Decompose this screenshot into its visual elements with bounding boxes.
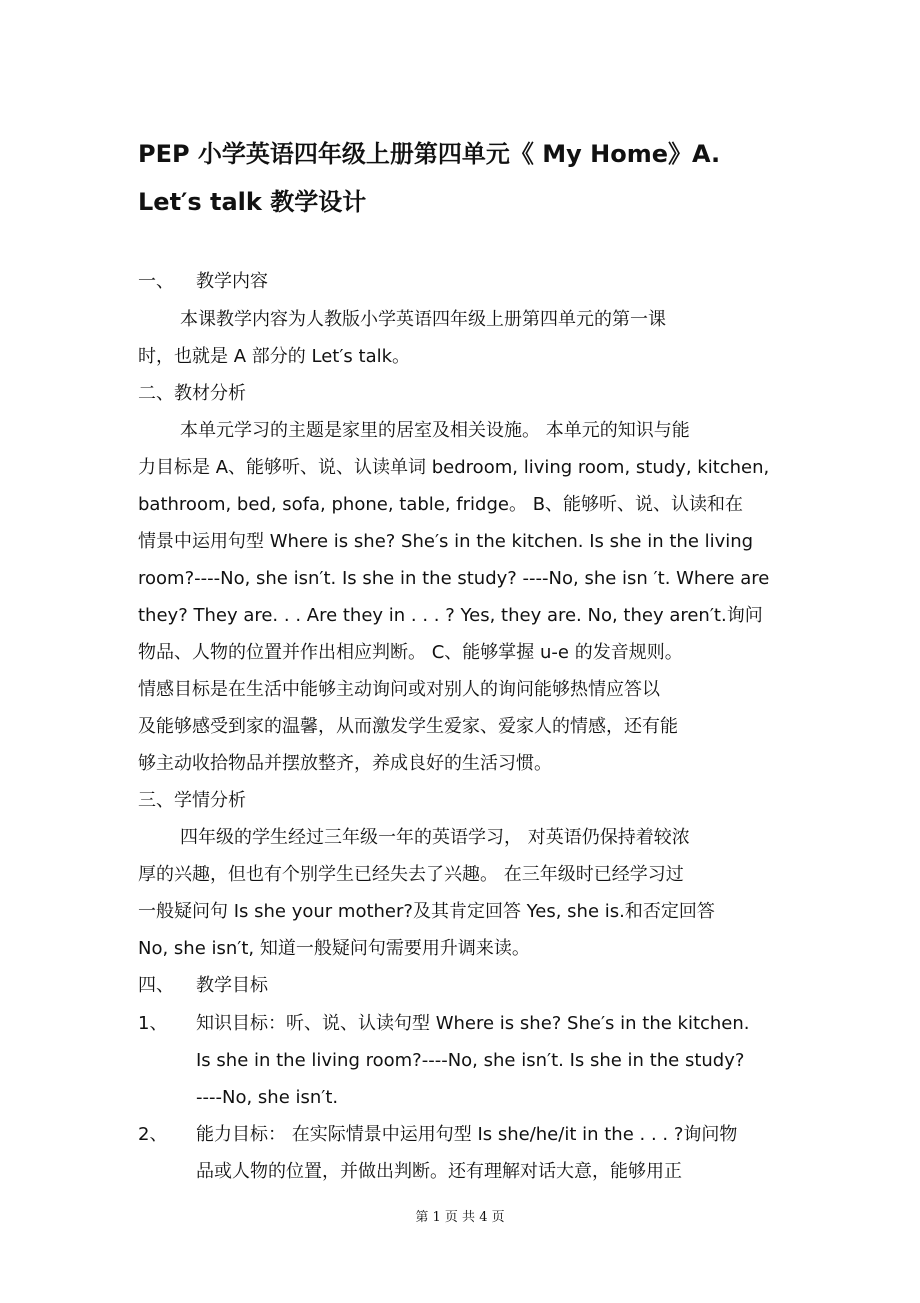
section-2-paragraph-line: 情景中运用句型 Where is she? She′s in the kitchen. Is she in the living	[138, 531, 754, 552]
section-3-paragraph-line: No, she isn′t, 知道一般疑问句需要用升调来读。	[138, 938, 530, 959]
section-1-paragraph-line: 时，也就是 A 部分的 Let′s talk。	[138, 346, 411, 367]
page-footer: 第 1 页 共 4 页	[415, 1210, 505, 1225]
section-2-paragraph-line: 及能够感受到家的温馨，从而激发学生爱家、爱家人的情感，还有能	[138, 716, 678, 737]
document-title-line-2: Let′s talk 教学设计	[138, 188, 367, 216]
goal-1-line: Is she in the living room?----No, she isn′t. Is she in the study?	[196, 1050, 745, 1071]
goal-1-number: 1、	[138, 1013, 168, 1034]
section-1-number: 一、	[138, 271, 174, 292]
goal-1-line: 知识目标：听、说、认读句型 Where is she? She′s in the kitchen.	[196, 1013, 750, 1034]
document-title-line-1: PEP 小学英语四年级上册第四单元《 My Home》A.	[138, 140, 721, 168]
section-4-heading: 教学目标	[196, 975, 268, 996]
section-3-paragraph-line: 一般疑问句 Is she your mother?及其肯定回答 Yes, she is.和否定回答	[138, 901, 715, 922]
section-2-paragraph-line: 情感目标是在生活中能够主动询问或对别人的询问能够热情应答以	[138, 679, 660, 700]
section-2-paragraph-line: 物品、人物的位置并作出相应判断。 C、能够掌握 u-e 的发音规则。	[138, 642, 683, 663]
section-2-paragraph-line: 本单元学习的主题是家里的居室及相关设施。 本单元的知识与能	[180, 420, 690, 441]
section-2-paragraph-line: 力目标是 A、能够听、说、认读单词 bedroom, living room, study, kitchen,	[138, 457, 770, 478]
section-4-number: 四、	[138, 975, 174, 996]
section-2-paragraph-line: 够主动收拾物品并摆放整齐，养成良好的生活习惯。	[138, 753, 552, 774]
section-3-heading: 三、学情分析	[138, 790, 246, 811]
section-2-heading: 二、教材分析	[138, 383, 246, 404]
section-2-paragraph-line: bathroom, bed, sofa, phone, table, fridge。 B、能够听、说、认读和在	[138, 494, 744, 515]
section-2-paragraph-line: room?----No, she isn′t. Is she in the study? ----No, she isn ′t. Where are	[138, 568, 770, 589]
section-1-heading: 教学内容	[196, 271, 268, 292]
goal-1-line: ----No, she isn′t.	[196, 1087, 339, 1108]
goal-2-line: 品或人物的位置，并做出判断。还有理解对话大意，能够用正	[196, 1161, 682, 1182]
goal-2-number: 2、	[138, 1124, 168, 1145]
goal-2-line: 能力目标： 在实际情景中运用句型 Is she/he/it in the . . . ?询问物	[196, 1124, 738, 1145]
section-2-paragraph-line: they? They are. . . Are they in . . . ? Yes, they are. No, they aren′t.询问	[138, 605, 763, 626]
section-3-paragraph-line: 厚的兴趣，但也有个别学生已经失去了兴趣。 在三年级时已经学习过	[138, 864, 684, 885]
section-3-paragraph-line: 四年级的学生经过三年级一年的英语学习， 对英语仍保持着较浓	[180, 827, 690, 848]
section-1-paragraph-line: 本课教学内容为人教版小学英语四年级上册第四单元的第一课	[180, 309, 666, 330]
